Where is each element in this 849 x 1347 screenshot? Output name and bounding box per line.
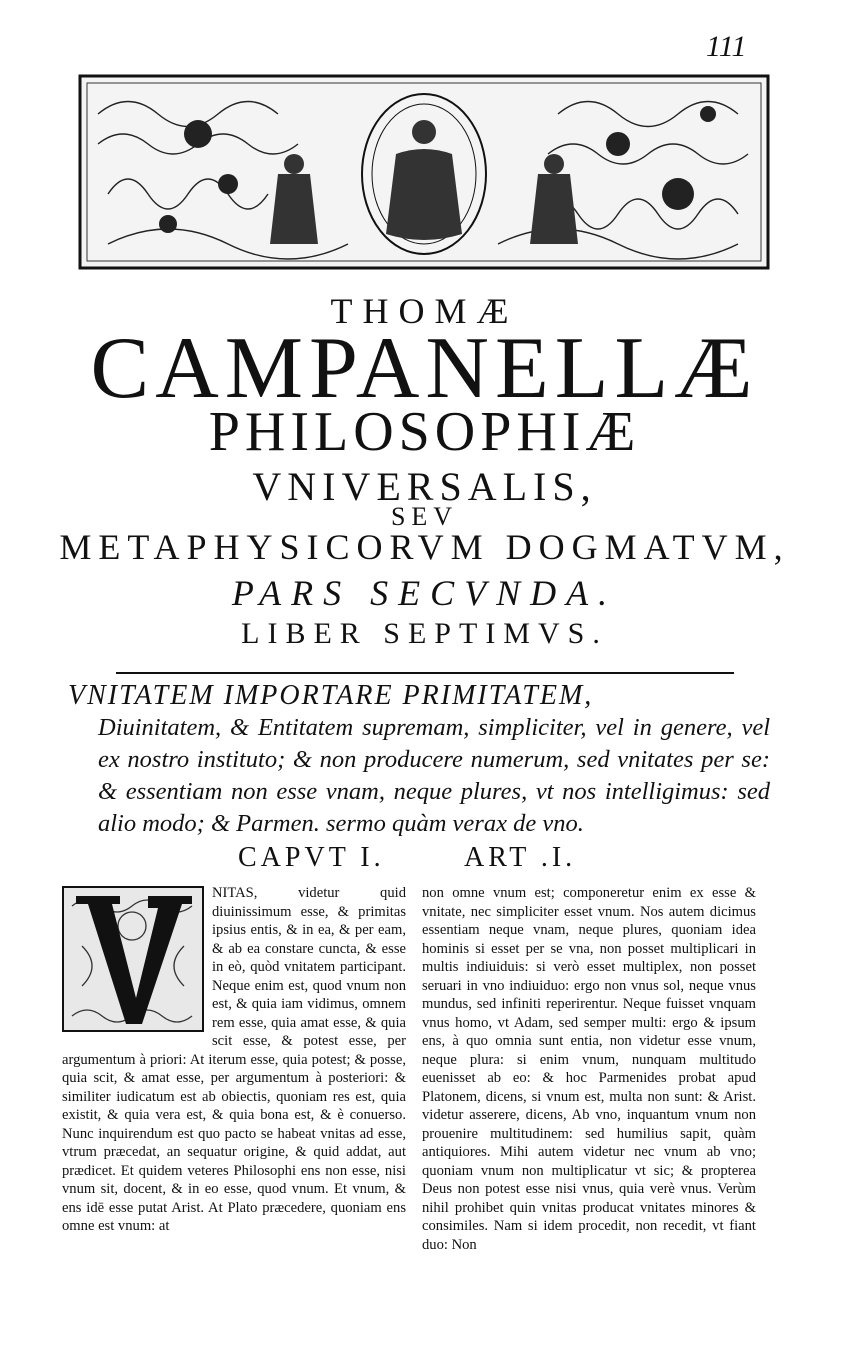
decorated-initial-v-icon: [62, 886, 204, 1032]
summary-body: Diuinitatem, & Entitatem supremam, simpliciter, vel in genere, vel ex nostro instituto; & non producere numerum, sed vnitates per se: & essentiam non esse vnam, neque plures, vt nos intelligimus: sed alio modo; & Parmen. sermo quàm verax de vno.: [98, 714, 770, 837]
left-column-text: NITAS, videtur quid diuinissimum esse, & primitas ipsius entis, & in ea, & per eam, & ab ea constare cuncta, & esse in eò, quòd vnitatem participant. Neque enim est, quod vnum non est, & quia iam vidimus, omnem rem esse, quia amat esse, & quia scit esse, & potest esse, per argumentum à priori: At iterum esse, quia potest; & posse, quia scit, & amat esse, per argumentum à posteriori: & similiter iudicatum est ab obiectis, quoniam res est, quia existit, & quia vera est, & quia bona est, & è conuerso. Nunc inquirendum est quo pacto se habeat vnitas ad esse, vtrum præcedat, an sequatur origine, & quid addat, aut prædicet. Et quidem veteres Philosophi ens non esse, nisi vnum sit, docent, & in eo esse, quod vnum. Et vnum, & ens idē esse putat Arist. At Plato præcedere, quoniam ens omne est vnum: at: [62, 885, 406, 1234]
title-vniversalis: VNIVERSALIS,: [252, 464, 597, 509]
chapter-summary: [68, 680, 770, 840]
page-number: 111: [706, 30, 747, 63]
title-metaphysicorum: METAPHYSICORVM DOGMATVM,: [59, 527, 790, 567]
right-column-text: non omne vnum est; componeretur enim ex esse & vnitate, nec simpliciter esset vnum. Nos autem dicimus essentiam neque vnam, neque plures, quoniam idea hominis si esset per se vna, non posset multiplicari in multis indiuiduis: si verò esset multiplex, non posset seruari in vno indiuiduo: ergo non vnus sol, neque vnus mundus, sed infiniti reperirentur. Neque fuisset vnquam vnus homo, vt Adam, sed semper multi: ergo & ipsum ens, à quo omnia sunt entia, non videtur esse vnum, neque plura: si enim vnum, nunquam multitudo euenisset ab eo: & hoc Parmenides probat apud Platonem, dicens, si vnum est, multa non sunt: & Arist. videtur asserere, dicens, Ab vno, inquantum vnum non prouenire multitudinem: sed humilius sapit, quàm antiquiores. Mihi autem videtur nec vnum ab vno; quoniam vnum non multiplicatur vt sic; & propterea Deus non potest esse nisi vnus, quia verè vnus. Verùm nihil prohibet quin vnitas producat vnitates minores & consimiles. Nam si idem procedit, non recedit, vt fiant duo: Non: [422, 885, 756, 1253]
left-text-column: [62, 884, 406, 1236]
title-author-surname: CAMPANELLÆ: [90, 320, 759, 417]
title-philosophiae: PHILOSOPHIÆ: [208, 401, 641, 463]
title-pars-secunda: PARS SECVNDA.: [231, 573, 618, 613]
divider-rule: [116, 672, 734, 674]
title-liber-septimus: LIBER SEPTIMVS.: [241, 617, 608, 650]
caput-heading: CAPVT I.: [238, 842, 385, 873]
woodcut-headpiece: [78, 74, 770, 270]
title-author-first: THOMÆ: [330, 291, 519, 331]
title-sev: SEV: [390, 502, 459, 531]
article-heading: ART .I.: [464, 842, 577, 873]
right-text-column: [422, 884, 756, 1254]
summary-lead: VNITATEM IMPORTARE PRIMITATEM,: [68, 680, 594, 711]
